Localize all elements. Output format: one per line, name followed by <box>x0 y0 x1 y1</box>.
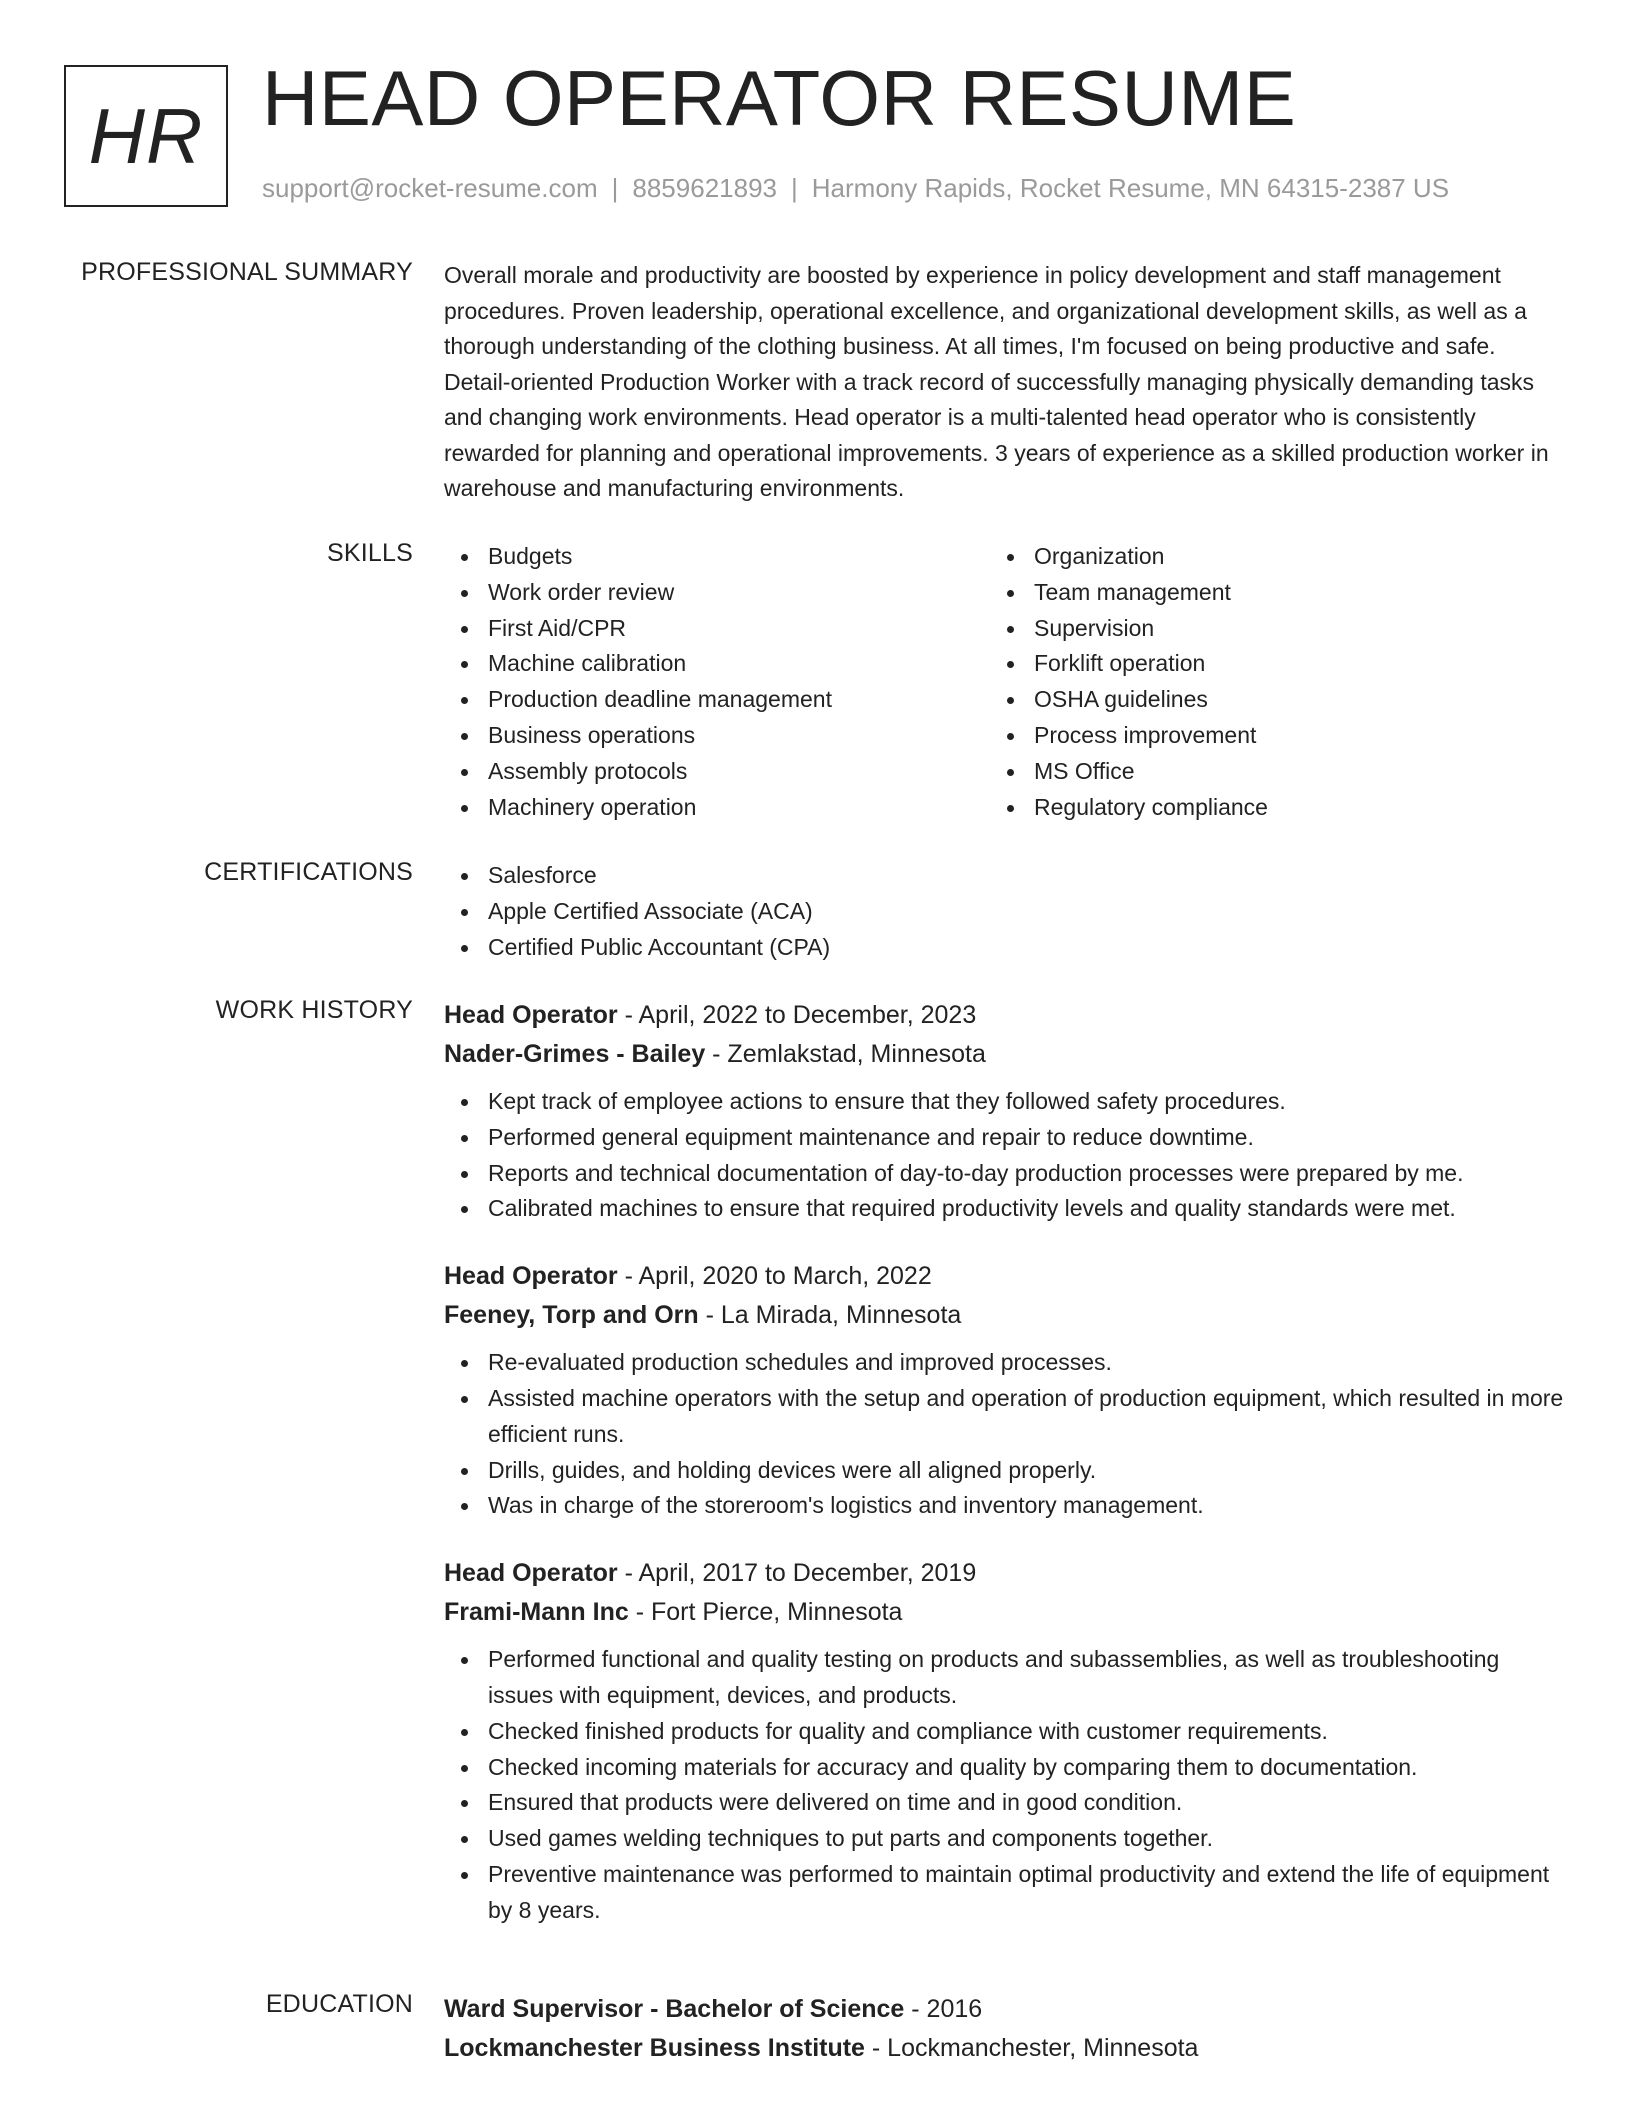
job-company-line <box>444 1035 1564 1074</box>
job-title: Head Operator <box>444 1559 618 1588</box>
section-label-certifications: CERTIFICATIONS <box>204 858 413 886</box>
education-degree: Ward Supervisor - Bachelor of Science <box>444 1995 905 2023</box>
list-item: Performed general equipment maintenance and repair to reduce downtime. <box>488 1120 1564 1156</box>
list-item: OSHA guidelines <box>1034 682 1536 718</box>
list-item: First Aid/CPR <box>488 611 990 647</box>
list-item: Regulatory compliance <box>1034 790 1536 826</box>
page-title: HEAD OPERATOR RESUME <box>262 54 1297 142</box>
job-title-line <box>444 1257 1564 1296</box>
education-school: Lockmanchester Business Institute <box>444 2034 865 2062</box>
list-item: Reports and technical documentation of day-to-day production processes were prepared by me. <box>488 1156 1564 1192</box>
contact-phone[interactable]: 8859621893 <box>632 173 777 203</box>
list-item: Budgets <box>488 539 990 575</box>
work-history-body <box>444 996 1564 1959</box>
job-dates: - April, 2020 to March, 2022 <box>617 1262 932 1291</box>
job-company-line <box>444 1593 1564 1632</box>
skills-body <box>444 539 1564 825</box>
education-degree-line <box>444 1990 1564 2029</box>
skills-list-right <box>990 539 1536 825</box>
list-item: MS Office <box>1034 754 1536 790</box>
job-bullets <box>444 1084 1564 1227</box>
job-title: Head Operator <box>444 1001 618 1029</box>
job-title: Head Operator <box>444 1262 618 1291</box>
list-item: Forklift operation <box>1034 646 1536 682</box>
education-body <box>444 1990 1564 2068</box>
list-item: Performed functional and quality testing on products and subassemblies, as well as troubleshooting issues with equipment, devices, and products. <box>488 1642 1564 1714</box>
list-item: Business operations <box>488 718 990 754</box>
skills-column-right <box>990 539 1536 825</box>
education-location: - Lockmanchester, Minnesota <box>864 2034 1199 2062</box>
list-item: Was in charge of the storeroom's logistics and inventory management. <box>488 1488 1564 1524</box>
job-entry <box>444 996 1564 1227</box>
job-location: - Fort Pierce, Minnesota <box>628 1598 903 1627</box>
list-item: Ensured that products were delivered on time and in good condition. <box>488 1785 1564 1821</box>
list-item: Production deadline management <box>488 682 990 718</box>
list-item: Checked incoming materials for accuracy and quality by comparing them to documentation. <box>488 1750 1564 1786</box>
section-label-education: EDUCATION <box>265 1990 413 2018</box>
job-company: Nader-Grimes - Bailey <box>444 1040 706 1068</box>
list-item: Preventive maintenance was performed to maintain optimal productivity and extend the life of equipment by 8 years. <box>488 1857 1564 1929</box>
list-item: Re-evaluated production schedules and improved processes. <box>488 1345 1564 1381</box>
contact-address: Harmony Rapids, Rocket Resume, MN 64315-2387 US <box>811 173 1450 203</box>
job-location: - Zemlakstad, Minnesota <box>705 1040 986 1068</box>
list-item: Work order review <box>488 575 990 611</box>
job-company: Feeney, Torp and Orn <box>444 1301 699 1330</box>
section-label-skills: SKILLS <box>327 539 413 567</box>
list-item: Organization <box>1034 539 1536 575</box>
job-entry <box>444 1554 1564 1928</box>
list-item: Calibrated machines to ensure that required productivity levels and quality standards were met. <box>488 1191 1564 1227</box>
list-item: Process improvement <box>1034 718 1536 754</box>
list-item: Supervision <box>1034 611 1536 647</box>
certifications-body <box>444 858 1564 965</box>
job-location: - La Mirada, Minnesota <box>698 1301 962 1330</box>
education-school-line <box>444 2029 1564 2068</box>
summary-text: Overall morale and productivity are boosted by experience in policy development and staff management procedures. Proven leadership, operational excellence, and organizational development skills, as well as a thorough understanding of the clothing business. At all times, I'm focused on being productive and safe. Detail-oriented Production Worker with a track record of successfully managing physically demanding tasks and changing work environments. Head operator is a multi-talented head operator who is consistently rewarded for planning and operational improvements. 3 years of experience as a skilled production worker in warehouse and manufacturing environments. <box>444 262 1549 501</box>
job-bullets <box>444 1345 1564 1524</box>
section-label-summary: PROFESSIONAL SUMMARY <box>81 258 413 286</box>
job-dates: - April, 2017 to December, 2019 <box>617 1559 977 1588</box>
list-item: Certified Public Accountant (CPA) <box>488 930 1564 966</box>
monogram-logo: HR <box>64 65 228 207</box>
certifications-list <box>444 858 1564 965</box>
skills-list-left <box>444 539 990 825</box>
list-item: Checked finished products for quality and compliance with customer requirements. <box>488 1714 1564 1750</box>
contact-separator: | <box>791 173 798 203</box>
contact-email[interactable]: support@rocket-resume.com <box>262 173 598 203</box>
job-title-line <box>444 996 1564 1035</box>
job-entry <box>444 1257 1564 1524</box>
list-item: Team management <box>1034 575 1536 611</box>
contact-separator: | <box>611 173 619 203</box>
education-year: - 2016 <box>904 1995 983 2023</box>
list-item: Apple Certified Associate (ACA) <box>488 894 1564 930</box>
list-item: Salesforce <box>488 858 1564 894</box>
list-item: Used games welding techniques to put parts and components together. <box>488 1821 1564 1857</box>
job-dates: - April, 2022 to December, 2023 <box>617 1001 977 1029</box>
skills-column-left <box>444 539 990 825</box>
list-item: Drills, guides, and holding devices were all aligned properly. <box>488 1453 1564 1489</box>
list-item: Assisted machine operators with the setup and operation of production equipment, which resulted in more efficient runs. <box>488 1381 1564 1453</box>
list-item: Assembly protocols <box>488 754 990 790</box>
job-company-line <box>444 1296 1564 1335</box>
list-item: Machinery operation <box>488 790 990 826</box>
job-title-line <box>444 1554 1564 1593</box>
job-company: Frami-Mann Inc <box>444 1598 629 1627</box>
list-item: Machine calibration <box>488 646 990 682</box>
job-bullets <box>444 1642 1564 1928</box>
list-item: Kept track of employee actions to ensure that they followed safety procedures. <box>488 1084 1564 1120</box>
contact-line <box>262 173 1449 204</box>
summary-body <box>444 258 1564 507</box>
section-label-work-history: WORK HISTORY <box>215 996 413 1024</box>
